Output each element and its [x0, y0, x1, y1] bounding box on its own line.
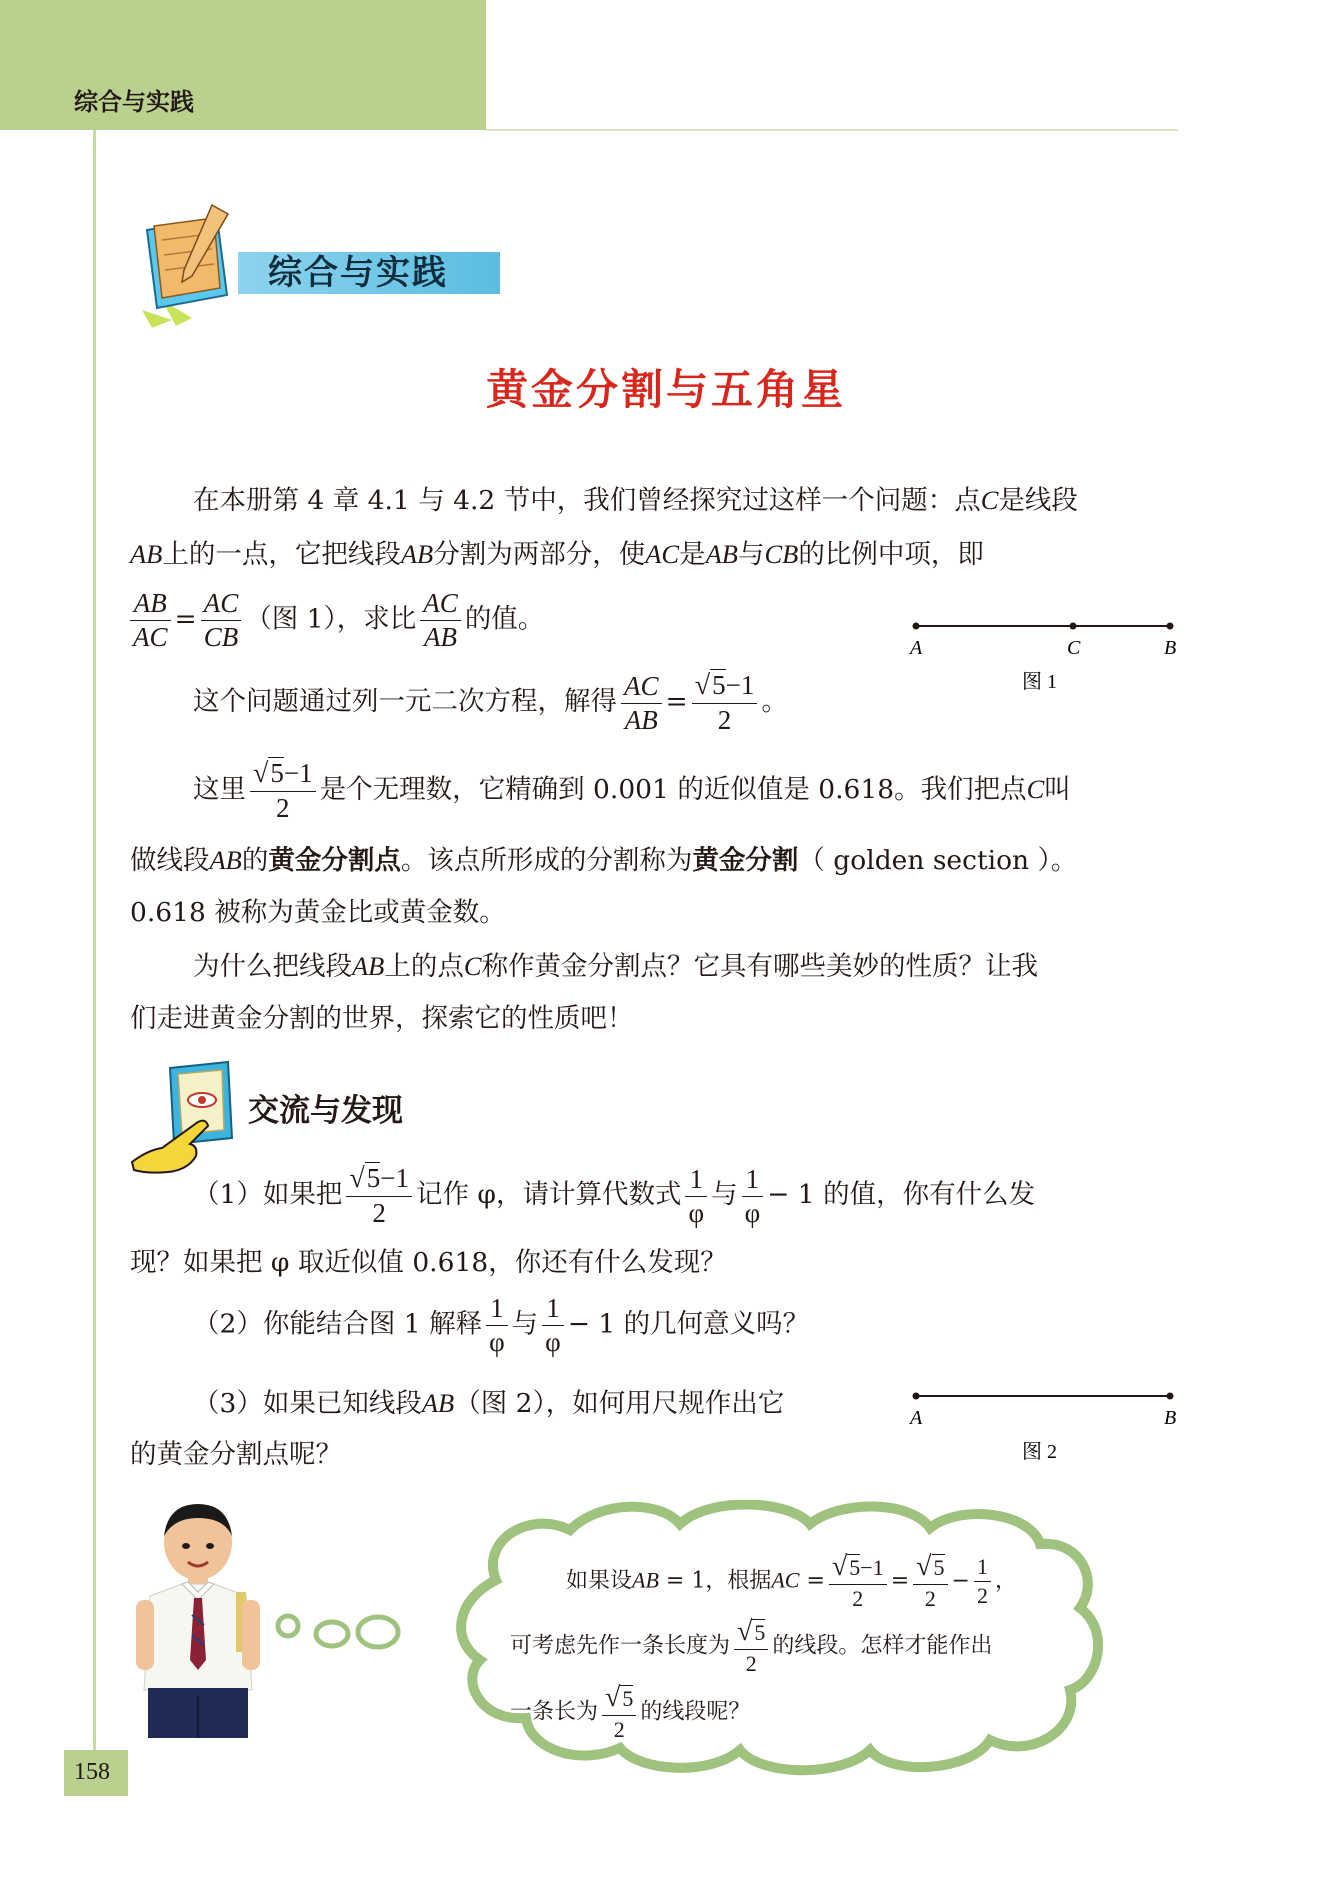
- cloud-sqrt5-over-2-c: $\frac{√5}{2}$: [602, 1684, 636, 1741]
- page-title: 黄金分割与五角星: [485, 365, 846, 414]
- point-c: [1070, 623, 1077, 630]
- definition-line-3: 0.618 被称为黄金比或黄金数。: [130, 897, 506, 928]
- header-band: [0, 0, 486, 130]
- thought-dot: [358, 1617, 398, 1647]
- fraction-ac-over-cb: $\frac{AC}{CB}$: [201, 590, 242, 651]
- label-a: A: [910, 1407, 923, 1429]
- exchange-heading: 交流与发现: [248, 1093, 403, 1129]
- golden-ratio-fraction: $\frac{√5-1}{2}$: [692, 672, 758, 734]
- thought-dot: [278, 1616, 298, 1636]
- question-2: （2）你能结合图 1 解释 $\frac{1}{\varphi}$ 与 $\frac{1}{\varphi}$ − 1 的几何意义吗？: [193, 1293, 810, 1357]
- solution-line: 这个问题通过列一元二次方程，解得 $\frac{AC}{AB}$ = $\frac{√5-1}{2}$ 。: [193, 670, 788, 735]
- label-b: B: [1164, 1407, 1177, 1429]
- golden-ratio-fraction-3: $\frac{√5-1}{2}$: [346, 1165, 412, 1227]
- intro-line-2: AB上的一点，它把线段AB分割为两部分，使AC是AB与CB的比例中项，即: [130, 539, 984, 570]
- cloud-one-half: $\frac{1}{2}$: [974, 1556, 991, 1607]
- figure-2-caption: 图 2: [1022, 1441, 1057, 1463]
- cloud-line-2: 可考虑先作一条长度为 $\frac{√5}{2}$ 的线段。怎样才能作出: [510, 1616, 993, 1676]
- question-line-1: 为什么把线段AB上的点C称作黄金分割点？它具有哪些美妙的性质？让我: [193, 951, 1039, 982]
- thought-dot: [316, 1622, 348, 1646]
- point-a: [913, 623, 920, 630]
- cloud-line-1: 如果设AB = 1，根据AC = $\frac{√5-1}{2}$ = $\frac{√5}{2}$ − $\frac{1}{2}$ ，: [566, 1551, 1017, 1611]
- notepad-pencil-icon: [132, 200, 252, 330]
- cloud-line-3: 一条长为 $\frac{√5}{2}$ 的线段呢？: [510, 1682, 751, 1742]
- question-1-line-1: （1）如果把 $\frac{√5-1}{2}$ 记作 φ，请计算代数式 $\frac{1}{\varphi}$ 与 $\frac{1}{\varphi}$ − 1 的值，你有什么发: [193, 1163, 1036, 1228]
- intro-line-1: 在本册第 4 章 4.1 与 4.2 节中，我们曾经探究过这样一个问题：点C是线段: [193, 485, 1078, 516]
- cloud-sqrt5-over-2-b: $\frac{√5}{2}$: [734, 1618, 768, 1675]
- question-3-line-1: （3）如果已知线段AB（图 2），如何用尺规作出它: [193, 1388, 785, 1419]
- intro-line-3: $\frac{AB}{AC}$ = $\frac{AC}{CB}$ （图 1），求比 $\frac{AC}{AB}$ 的值。: [126, 590, 544, 651]
- definition-line-2: 做线段AB的黄金分割点。该点所形成的分割称为黄金分割（ golden section ）。: [130, 845, 1078, 876]
- cloud-golden-fraction: $\frac{√5-1}{2}$: [829, 1553, 887, 1610]
- label-b: B: [1164, 637, 1177, 659]
- header-rule: [486, 129, 1178, 131]
- label-a: A: [910, 637, 923, 659]
- section-badge-label: 综合与实践: [268, 253, 448, 293]
- page-number: 158: [74, 1759, 110, 1785]
- fraction-ac-over-ab-result: $\frac{AC}{AB}$: [621, 673, 662, 734]
- figure-2-segment: [900, 1382, 1190, 1472]
- one-over-phi-4: $\frac{1}{\varphi}$: [542, 1295, 564, 1356]
- question-line-2: 们走进黄金分割的世界，探索它的性质吧！: [130, 1003, 634, 1034]
- point-a: [913, 1393, 920, 1400]
- cloud-sqrt5-over-2: $\frac{√5}{2}$: [913, 1553, 947, 1610]
- point-b: [1167, 623, 1174, 630]
- point-b: [1167, 1393, 1174, 1400]
- figure-1-segment: [900, 612, 1190, 702]
- question-3-line-2: 的黄金分割点呢？: [130, 1439, 342, 1470]
- fraction-ac-over-ab: $\frac{AC}{AB}$: [420, 590, 461, 651]
- question-1-line-2: 现？如果把 φ 取近似值 0.618，你还有什么发现？: [130, 1247, 727, 1278]
- running-header: 综合与实践: [74, 88, 194, 116]
- golden-ratio-fraction-2: $\frac{√5-1}{2}$: [250, 760, 316, 822]
- label-c: C: [1067, 637, 1081, 659]
- definition-line-1: 这里 $\frac{√5-1}{2}$ 是个无理数，它精确到 0.001 的近似值是 0.618。我们把点C叫: [193, 758, 1071, 823]
- one-over-phi: $\frac{1}{\varphi}$: [685, 1166, 707, 1227]
- boy-illustration: [128, 1500, 268, 1750]
- fraction-ab-over-ac: $\frac{AB}{AC}$: [130, 590, 171, 651]
- one-over-phi-2: $\frac{1}{\varphi}$: [742, 1166, 764, 1227]
- pointing-hand-eye-icon: [128, 1060, 240, 1180]
- one-over-phi-3: $\frac{1}{\varphi}$: [486, 1295, 508, 1356]
- figure-1-caption: 图 1: [1022, 671, 1057, 693]
